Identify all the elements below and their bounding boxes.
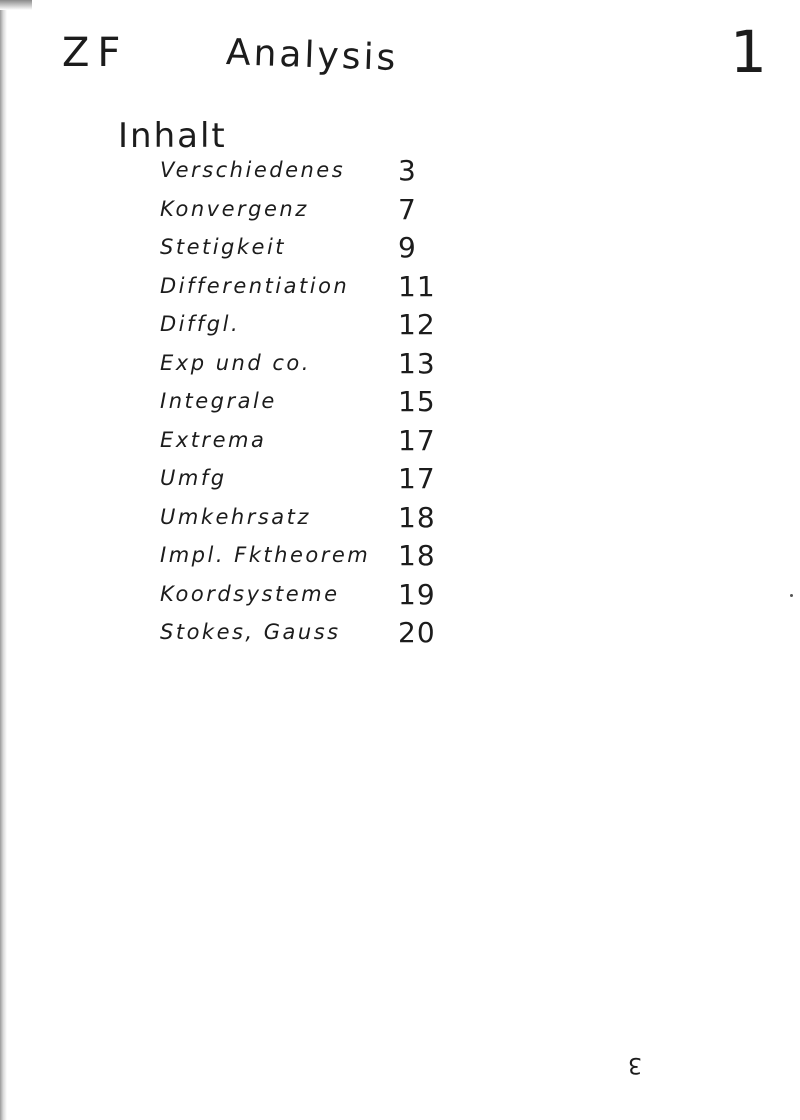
toc-entry [158,500,458,544]
toc-entry [158,539,458,582]
toc-entry-page: 3 [398,154,417,187]
scan-corner-shadow [0,0,32,10]
toc-entry-label: Konvergenz [160,196,309,221]
toc-entry [158,423,458,467]
toc-entry-label: Stetigkeit [160,235,287,259]
scan-edge-shadow [0,0,7,1120]
toc-entry-label: Exp und co. [160,350,311,375]
toc-entry [158,346,458,390]
toc-entry [158,462,458,505]
toc-entry-page: 17 [398,423,436,457]
subject-abbreviation: ZF [62,30,129,76]
toc-entry-label: Impl. Fktheorem [160,543,371,567]
table-of-contents [158,154,458,659]
toc-entry-page: 17 [398,462,436,495]
toc-entry [158,269,458,313]
toc-entry-page: 11 [398,269,436,303]
toc-entry-label: Differentiation [160,273,350,298]
toc-entry-page: 20 [398,616,436,649]
toc-entry [158,231,458,274]
toc-heading: Inhalt [118,116,227,156]
toc-entry-page: 7 [398,192,417,226]
scan-speck [790,594,793,597]
toc-entry-page: 19 [398,577,436,611]
toc-entry-label: Koordsysteme [160,581,340,606]
toc-entry-page: 15 [398,385,436,418]
toc-entry [158,308,458,351]
page-number: 1 [730,18,767,86]
toc-entry-label: Extrema [160,427,267,452]
toc-entry [158,385,458,428]
toc-entry-page: 13 [398,346,436,380]
toc-entry-page: 18 [398,539,436,572]
toc-entry-label: Diffgl. [160,312,241,336]
toc-entry-page: 9 [398,231,417,264]
footer-mark: 3 [628,1052,642,1077]
toc-entry [158,192,458,236]
toc-entry-page: 12 [398,308,436,341]
toc-entry-page: 18 [398,500,436,534]
toc-entry-label: Integrale [160,389,277,413]
toc-entry [158,616,458,659]
document-title: Analysis [225,32,399,80]
toc-entry-label: Stokes, Gauss [160,620,341,644]
toc-entry-label: Umkehrsatz [160,504,311,529]
toc-entry-label: Umfg [160,466,227,490]
toc-entry-label: Verschiedenes [160,158,346,182]
toc-entry [158,577,458,621]
toc-entry [158,154,458,197]
